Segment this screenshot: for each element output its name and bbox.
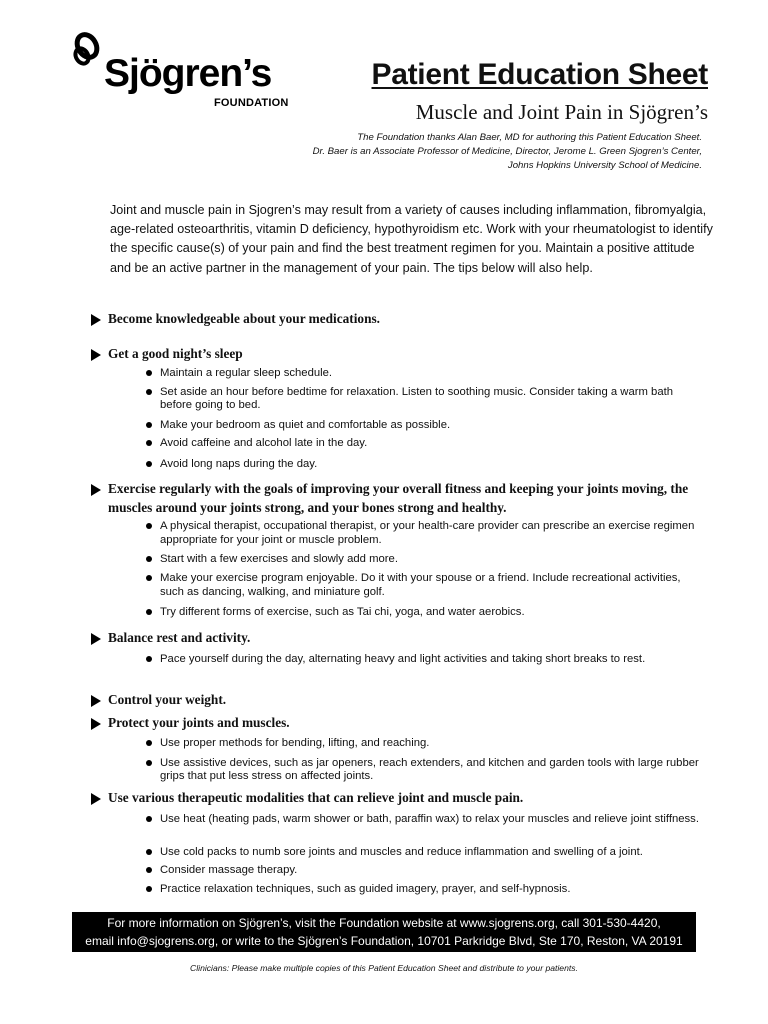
list-item: Try different forms of exercise, such as Tai chi, yoga, and water aerobics.: [160, 606, 705, 620]
tip-section: [90, 789, 728, 895]
footer-line: email info@sjogrens.org, or write to the Sjögren’s Foundation, 10701 Parkridge Blvd, Ste 170, Reston, VA 20191: [85, 934, 683, 948]
list-item: Pace yourself during the day, alternating heavy and light activities and taking short breaks to rest.: [160, 653, 705, 667]
contact-footer: [72, 912, 696, 952]
bullet-dot-icon: [146, 556, 152, 562]
tip-section: [90, 310, 728, 329]
arrow-bullet-icon: [91, 793, 101, 805]
intro-paragraph: Joint and muscle pain in Sjogren’s may result from a variety of causes including inflammation, fibromyalgia, age-related osteoarthritis, vitamin D deficiency, hypothyroidism etc. Work with your rheumatologist to identify the specific cause(s) of your pain and find the best treatment regimen for you. Maintain a positive attitude and be an active partner in the management of your pain. The tips below will also help.: [110, 203, 713, 275]
list-item: Use cold packs to numb sore joints and muscles and reduce inflammation and swelling of a joint.: [160, 846, 705, 860]
bullet-dot-icon: [146, 609, 152, 615]
tip-heading: [90, 789, 728, 808]
bullet-dot-icon: [146, 370, 152, 376]
page-subtitle: Muscle and Joint Pain in Sjögren’s: [415, 100, 708, 124]
tip-heading: [90, 480, 728, 517]
list-item: Set aside an hour before bedtime for relaxation. Listen to soothing music. Consider taking a warm bath before going to bed.: [160, 386, 705, 413]
arrow-bullet-icon: [91, 633, 101, 645]
author-credits: [313, 131, 702, 173]
list-item: Consider massage therapy.: [160, 864, 705, 878]
foundation-logo: [72, 30, 289, 110]
bullet-dot-icon: [146, 575, 152, 581]
tip-section: [90, 480, 728, 618]
logo-name: Sjögren’s: [104, 52, 272, 95]
tip-heading: [90, 691, 728, 710]
tip-section: [90, 629, 728, 665]
tip-section: [90, 691, 728, 710]
list-item: A physical therapist, occupational therapist, or your health-care provider can prescribe an exercise regimen appropriate for your joint or muscle problem.: [160, 520, 705, 547]
bullet-dot-icon: [146, 422, 152, 428]
arrow-bullet-icon: [91, 314, 101, 326]
list-item: Maintain a regular sleep schedule.: [160, 367, 705, 381]
tip-title: Control your weight.: [108, 692, 227, 707]
list-item: Start with a few exercises and slowly add more.: [160, 553, 705, 567]
tip-title: Protect your joints and muscles.: [108, 715, 290, 730]
logo-subtitle: FOUNDATION: [214, 97, 289, 109]
credit-line: The Foundation thanks Alan Baer, MD for authoring this Patient Education Sheet.: [357, 132, 702, 143]
bullet-dot-icon: [146, 656, 152, 662]
list-item: Make your exercise program enjoyable. Do it with your spouse or a friend. Include recreational activities, such as dancing, walking, and miniature golf.: [160, 572, 705, 599]
list-item: Avoid long naps during the day.: [160, 458, 705, 472]
credit-line: Johns Hopkins University School of Medicine.: [507, 160, 702, 171]
tip-heading: [90, 714, 728, 733]
bullet-dot-icon: [146, 867, 152, 873]
tip-heading: [90, 310, 728, 329]
tip-title: Get a good night’s sleep: [108, 346, 243, 361]
arrow-bullet-icon: [91, 695, 101, 707]
clinician-note: Clinicians: Please make multiple copies of this Patient Education Sheet and distribute to your patients.: [190, 963, 578, 973]
tip-title: Balance rest and activity.: [108, 630, 251, 645]
bullet-dot-icon: [146, 440, 152, 446]
list-item: Practice relaxation techniques, such as guided imagery, prayer, and self-hypnosis.: [160, 883, 705, 897]
list-item: Avoid caffeine and alcohol late in the day.: [160, 437, 705, 451]
arrow-bullet-icon: [91, 718, 101, 730]
tip-title: Exercise regularly with the goals of improving your overall fitness and keeping your joints moving, the muscles around your joints strong, and your bones strong and healthy.: [108, 481, 689, 515]
page-title: Patient Education Sheet: [371, 58, 708, 91]
bullet-dot-icon: [146, 389, 152, 395]
bullet-dot-icon: [146, 740, 152, 746]
tip-section: [90, 714, 728, 782]
tip-title: Use various therapeutic modalities that can relieve joint and muscle pain.: [108, 790, 524, 805]
tip-section: [90, 345, 728, 470]
list-item: Make your bedroom as quiet and comfortable as possible.: [160, 419, 705, 433]
arrow-bullet-icon: [91, 349, 101, 361]
footer-line: For more information on Sjögren’s, visit the Foundation website at www.sjogrens.org, call 301-530-4420,: [107, 916, 661, 930]
credit-line: Dr. Baer is an Associate Professor of Medicine, Director, Jerome L. Green Sjogren’s Center,: [312, 146, 702, 157]
bullet-dot-icon: [146, 816, 152, 822]
tip-heading: [90, 629, 728, 648]
bullet-dot-icon: [146, 760, 152, 766]
bullet-dot-icon: [146, 461, 152, 467]
bullet-dot-icon: [146, 886, 152, 892]
list-item: Use heat (heating pads, warm shower or bath, paraffin wax) to relax your muscles and relieve joint stiffness.: [160, 813, 705, 827]
list-item: Use proper methods for bending, lifting, and reaching.: [160, 737, 705, 751]
tip-heading: [90, 345, 728, 364]
tip-title: Become knowledgeable about your medications.: [108, 311, 380, 326]
bullet-dot-icon: [146, 849, 152, 855]
list-item: Use assistive devices, such as jar openers, reach extenders, and kitchen and garden tools with large rubber grips that put less stress on affected joints.: [160, 757, 705, 784]
arrow-bullet-icon: [91, 484, 101, 496]
logo-mark-icon: [72, 30, 108, 74]
bullet-dot-icon: [146, 523, 152, 529]
